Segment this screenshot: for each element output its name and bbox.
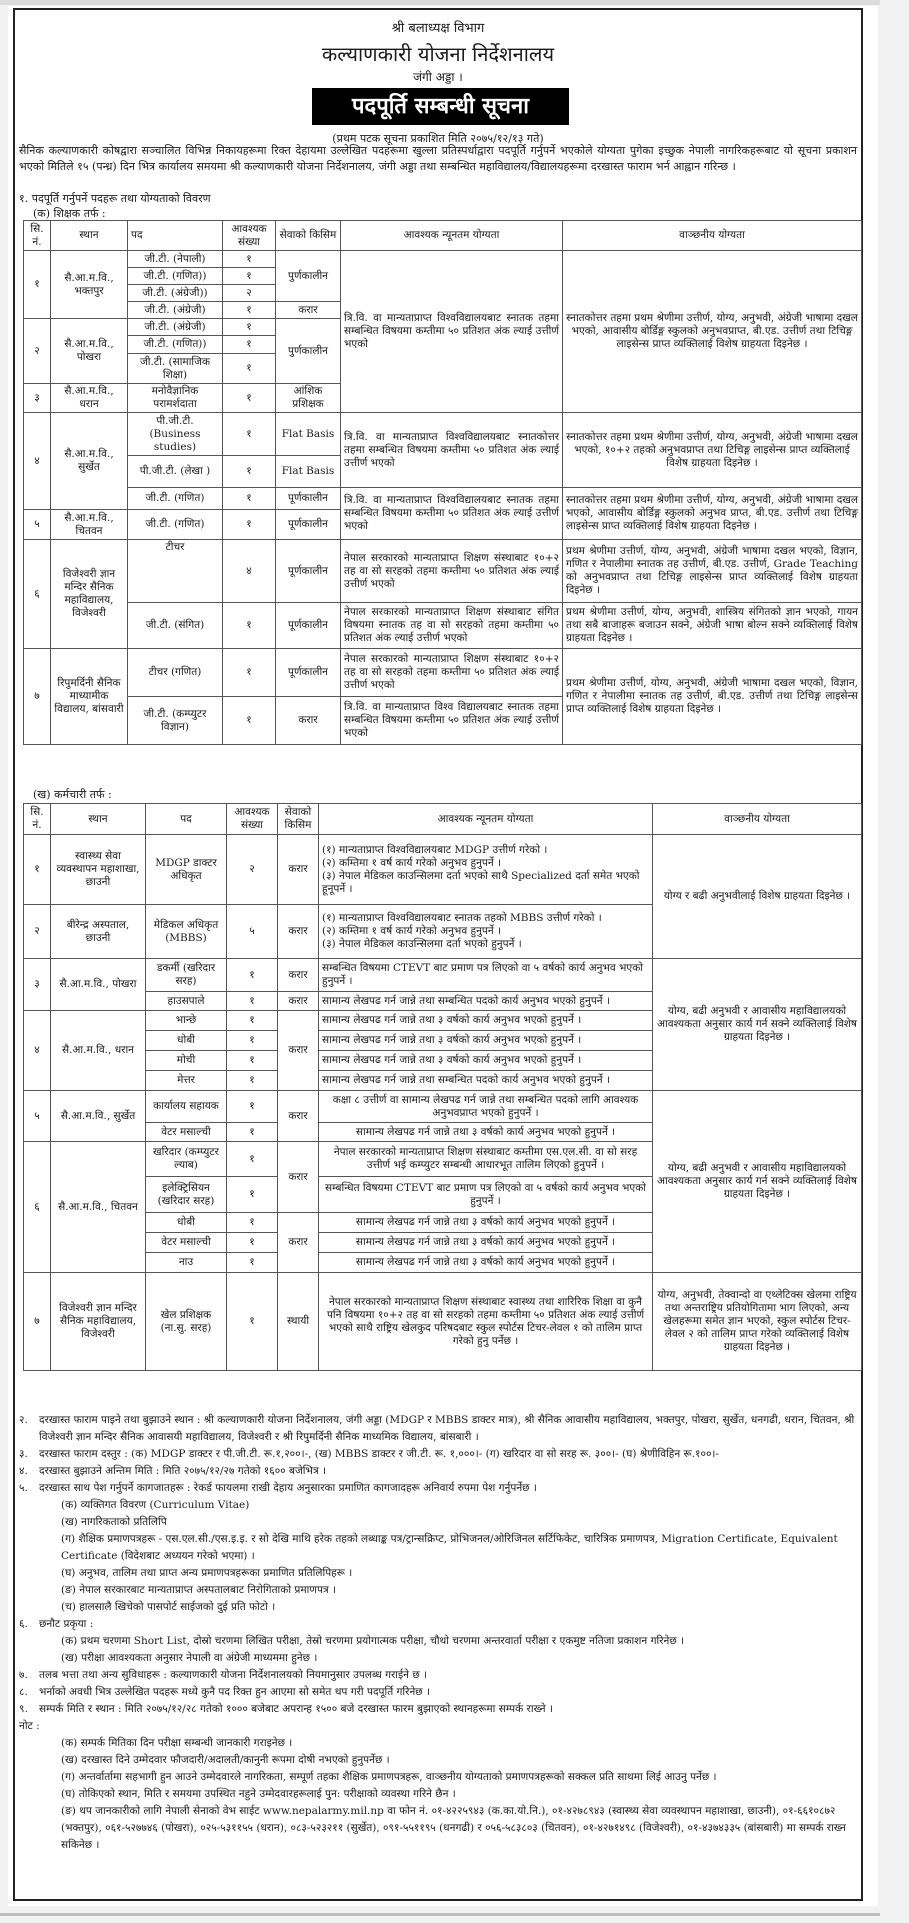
bottom-border — [0, 1913, 880, 1916]
note-item — [19, 1463, 859, 1480]
service-cell: Flat Basis — [276, 413, 341, 456]
count-cell: ५ — [227, 905, 278, 959]
count-cell: १ — [227, 1123, 278, 1142]
count-cell: १ — [223, 649, 276, 697]
table-row — [24, 413, 862, 456]
post-cell: भान्छे — [146, 1011, 227, 1031]
count-cell: १ — [227, 1051, 278, 1071]
col-header: पद — [128, 221, 223, 251]
staff-heading: (ख) कर्मचारी तर्फ : — [33, 788, 112, 801]
note-detail: (ख) दरखास्त दिने उम्मेदवार फौजदारी/अदालती/कानुनी रूपमा दोषी नभएको हुनुपर्नेछ । — [61, 1754, 390, 1766]
table-row — [24, 488, 862, 510]
serial-number: ४ — [24, 1011, 51, 1091]
place-cell: सै.आ.म.वि., धरान — [51, 384, 128, 413]
col-header: स्थान — [51, 804, 146, 835]
place-cell: सै.आ.म.वि., पोखरा — [51, 959, 146, 1011]
count-cell: १ — [227, 959, 278, 992]
min-qualification-cell: कक्षा ८ उत्तीर्ण वा सामान्य लेखपढ गर्न जान्ने तथा सम्बन्धित पदको लागि आवश्यक अनुभवप्राप्त भएको हुनुपर्ने । — [319, 1091, 653, 1123]
place-cell: सै.आ.म.वि., पोखरा — [51, 319, 128, 384]
post-cell: जी.टी. (नेपाली) — [128, 251, 223, 268]
service-cell: पूर्णकालीन — [276, 510, 341, 540]
staff-table — [23, 803, 862, 1371]
post-cell: मोची — [146, 1051, 227, 1071]
place-cell: सै.आ.म.वि., धरान — [51, 1011, 146, 1091]
note-number: ८. — [19, 1686, 28, 1698]
place-cell: सै.आ.म.वि., चितवन — [51, 510, 128, 540]
min-qualification-cell: त्रि.वि. वा मान्यताप्राप्त विश्व विद्यालयबाट स्नातक तहमा सम्बन्धित विषयमा कम्तीमा ५० प्रतिशत अंक ल्याई उत्तीर्ण भएको — [341, 697, 563, 745]
service-cell: पूर्णकालीन — [276, 540, 341, 603]
publication-date: (प्रथम पटक सूचना प्रकाशित मिति २०७५/१२/१३ गते) — [332, 132, 544, 145]
note-number: ६. — [19, 1618, 28, 1630]
count-cell: १ — [227, 1142, 278, 1177]
count-cell: १ — [223, 251, 276, 268]
col-header: आवश्यक संख्या — [227, 804, 278, 835]
post-cell: जी.टी. (अंग्रेजी) — [128, 319, 223, 336]
note-number: ४. — [19, 1465, 28, 1477]
note-detail: (घ) तोकिएको स्थान, मिति र समयमा उपस्थित नहुने उम्मेदवारहरूलाई पुन: परीक्षाको व्यवस्था गरिने छैन । — [61, 1788, 456, 1800]
post-cell: जी.टी. (सामाजिक शिक्षा) — [128, 354, 223, 384]
preferred-qualification-cell: स्नातकोत्तर तहमा प्रथम श्रेणीमा उत्तीर्ण, योग्य, अनुभवी, अंग्रेजी भाषामा दखल भएको, आवासीय बोर्डिङ्ग स्कुलको अनुभवप्राप्त, बी.एड. उत्तीर्ण तथा टिचिङ्ग लाइसेन्स प्राप्त व्यक्तिलाई विशेष ग्राहयता दिइनेछ । — [563, 251, 862, 413]
selection-title: छनौट प्रकृया : — [39, 1618, 94, 1630]
preferred-qualification-cell: प्रथम श्रेणीमा उत्तीर्ण, योग्य, अनुभवी, अंग्रेजी भाषामा दखल भएको, विज्ञान, गणित र नेपालीमा स्नातक तह उत्तीर्ण, बी.एड. उत्तीर्ण तथा टिचिङ्ग लाइसेन्स प्राप्त व्यक्तिलाई विशेष ग्राहयता दिइनेछ । — [563, 649, 862, 745]
preferred-qualification-cell: योग्य, बढी अनुभवी र आवासीय महाविद्यालयको आवश्यकता अनुसार कार्य गर्न सक्ने व्यक्तिलाई विशेष ग्राहयता दिइनेछ । — [653, 959, 862, 1091]
document-item: (घ) अनुभव, तालिम तथा प्राप्त अन्य प्रमाणपत्रहरूका प्रमाणित प्रतिलिपिहरू । — [61, 1567, 353, 1579]
post-cell: जी.टी. (अंग्रेजी) — [128, 302, 223, 319]
min-qualification-cell: नेपाल सरकारको मान्यताप्राप्त शिक्षण संस्थाबाट संगित विषयमा स्नातक तह वा सो सरहको तहमा कम्तीमा ५० प्रतिशत अंक ल्याई उत्तीर्ण भएको — [341, 603, 563, 649]
post-cell: MDGP डाक्टर अधिकृत — [146, 835, 227, 905]
document-item: (च) हालसालै खिचेको पासपोर्ट साईजको दुई प्रति फोटो । — [61, 1601, 276, 1613]
place-cell: सै.आ.म.वि., भक्तपुर — [51, 251, 128, 319]
note-text: तलब भत्ता तथा अन्य सुविधाहरू : कल्याणकारी योजना निर्देशनालयको नियमानुसार उपलब्ध गराईने छ । — [39, 1669, 427, 1681]
post-cell: टीचर (गणित) — [128, 649, 223, 697]
serial-number: १ — [24, 835, 51, 905]
service-cell: करार — [276, 697, 341, 745]
count-cell: १ — [223, 268, 276, 285]
qualification-line: (१) मान्यताप्राप्त विश्वविद्यालयबाट स्नातक तहको MBBS उत्तीर्ण गरेको । — [322, 912, 602, 924]
preferred-qualification-cell: योग्य, बढी अनुभवी र आवासीय महाविद्यालयको आवश्यकता अनुसार कार्य गर्न सक्ने व्यक्तिलाई विशेष ग्राहयता दिइनेछ । — [653, 1091, 862, 1273]
note-number: ९. — [19, 1703, 28, 1715]
min-qualification-cell: सामान्य लेखपढ गर्न जान्ने तथा सम्बन्धित पदको कार्य अनुभव भएको हुनुपर्ने । — [319, 1071, 653, 1091]
count-cell: १ — [227, 1071, 278, 1091]
post-cell: धोबी — [146, 1031, 227, 1051]
count-cell: १ — [227, 1177, 278, 1213]
col-header: पद — [146, 804, 227, 835]
service-cell: करार — [278, 905, 319, 959]
post-cell: हाउसपाले — [146, 992, 227, 1011]
post-cell: जी.टी. (कम्प्युटर विज्ञान) — [128, 697, 223, 745]
note-item — [19, 1701, 859, 1718]
post-cell: मनोवैज्ञानिक परामर्शदाता — [128, 384, 223, 413]
min-qualification-cell: सामान्य लेखपढ गर्न जान्ने तथा सम्बन्धित पदको कार्य अनुभव भएको हुनुपर्ने । — [319, 992, 653, 1011]
post-cell: जी.टी. (अंग्रेजी)) — [128, 285, 223, 302]
place-cell: सै.आ.म.वि., सुर्खेत — [51, 1091, 146, 1142]
place-cell: सै.आ.म.वि., चितवन — [51, 1142, 146, 1273]
post-cell: पी.जी.टी. (लेखा ) — [128, 456, 223, 488]
min-qualification-cell: सामान्य लेखपढ गर्न जान्ने तथा ३ वर्षको कार्य अनुभव भएको हुनुपर्ने । — [319, 1051, 653, 1071]
note-detail: (ग) अन्तर्वार्तामा सहभागी हुन आउने उम्मेदवारले नागरिकता, सम्पूर्ण तहका शैक्षिक प्रमाणपत्रहरू, वाञ्छनीय योग्यताको प्रमाणपत्रहरूको सक्कल प्रति साथमा लिई आउनु पर्नेछ । — [61, 1771, 717, 1783]
service-cell: करार — [278, 835, 319, 905]
teachers-heading: (क) शिक्षक तर्फ : — [33, 207, 106, 220]
min-qualification-cell: नेपाल सरकारको मान्यताप्राप्त शिक्षण संस्थाबाट १०+२ तह वा सो सरहको तहमा कम्तीमा ५० प्रतिशत अंक ल्याई उत्तीर्ण भएको — [341, 540, 563, 603]
min-qualification-cell: त्रि.वि. वा मान्यताप्राप्त विश्वविद्यालयबाट स्नातक तहमा सम्बन्धित विषयमा कम्तीमा ५० प्रतिशत अंक ल्याई उत्तीर्ण भएको — [341, 251, 563, 413]
count-cell: १ — [227, 1011, 278, 1031]
col-header: सेवाको किसिम — [278, 804, 319, 835]
min-qualification-cell: त्रि.वि. वा मान्यताप्राप्त विश्वविद्यालयबाट स्नातकोत्तर तहमा सम्बन्धित विषयमा कम्तीमा ५० प्रतिशत अंक ल्याई उत्तीर्ण भएको — [341, 413, 563, 488]
serial-number: ३ — [24, 959, 51, 1011]
service-cell: करार — [278, 1213, 319, 1273]
preferred-qualification-cell: स्नातकोत्तर तहमा प्रथम श्रेणीमा उत्तीर्ण, योग्य, अनुभवी, अंग्रेजी भाषामा दखल भएको, आवासीय बोर्डिङ्ग स्कुलको अनुभव प्राप्त, बी.एड. उत्तीर्ण तथा टिचिङ्ग लाइसेन्स प्राप्त व्यक्तिलाई विशेष ग्राहयता दिइनेछ । — [563, 488, 862, 540]
min-qualification-cell: सामान्य लेखपढ गर्न जान्ने तथा ३ वर्षको कार्य अनुभव भएको हुनुपर्ने । — [319, 1213, 653, 1233]
min-qualification-cell: सामान्य लेखपढ गर्न जान्ने तथा ३ वर्षको कार्य अनुभव भएको हुनुपर्ने । — [319, 1011, 653, 1031]
table-header-row — [24, 221, 862, 251]
note-number: २. — [19, 1414, 28, 1426]
count-cell: १ — [223, 302, 276, 319]
top-border — [0, 0, 880, 5]
serial-number: ७ — [24, 649, 51, 745]
service-cell: पूर्णकालीन — [276, 649, 341, 697]
count-cell: २ — [227, 835, 278, 905]
count-cell: १ — [223, 697, 276, 745]
post-cell: टीचर — [128, 540, 223, 603]
intro-paragraph: सैनिक कल्याणकारी कोषद्वारा सञ्चालित विभिन्न निकायहरूमा रिक्त देहायमा उल्लेखित पदहरूमा खुल्ला प्रतिस्पर्धाद्वारा पदपूर्ति गर्नुपर्ने भएकोले योग्यता पुगेका इच्छुक नेपाली नागरिकहरूबाट यो सूचना प्रकाशन भएको मितिले १५ (पन्ध्र) दिन भित्र कार्यालय समयमा श्री कल्याणकारी योजना निर्देशनालय, जंगी अड्डा तथा सम्बन्धित महाविद्यालय/विद्यालयहरूमा दरखास्त फाराम भर्न आह्वान गरिन्छ । — [19, 144, 857, 173]
service-cell: पूर्णकालीन — [276, 488, 341, 510]
note-item — [19, 1412, 859, 1446]
col-header: आवश्यक न्यूनतम योग्यता — [341, 221, 563, 251]
table-header-row — [24, 804, 862, 835]
place-cell: रिपुमर्दिनी सैनिक माध्यामीक विद्यालय, बांसवारी — [51, 649, 128, 745]
qualification-line: (३) नेपाल मेडिकल काउन्सिलमा दर्ता भएको हुनुपर्ने । — [322, 938, 522, 950]
count-cell: १ — [223, 510, 276, 540]
table-row — [24, 649, 862, 697]
place-cell: बीरेन्द्र अस्पताल, छाउनी — [51, 905, 146, 959]
place-cell: सै.आ.म.वि., सुर्खेत — [51, 413, 128, 510]
serial-number: ४ — [24, 413, 51, 510]
note-text: सम्पर्क मिति र स्थान : मिति २०७५/१२/२८ गतेको १००० बजेबाट अपरान्ह १५०० बजे दरखास्त फारम बुझाएको स्थानहरूमा सम्पर्क राख्ने । — [39, 1703, 553, 1715]
col-header: आवश्यक न्यूनतम योग्यता — [319, 804, 653, 835]
service-cell: पुर्णकालीन — [276, 319, 341, 384]
count-cell: १ — [227, 1253, 278, 1273]
qualification-line: (२) कम्तिमा १ वर्ष कार्य गरेको अनुभव हुनुपर्ने । — [322, 856, 502, 869]
post-cell: वेटर मसाल्ची — [146, 1233, 227, 1253]
min-qualification-cell: सम्बन्धित विषयमा CTEVT बाट प्रमाण पत्र लिएको वा ५ वर्षको कार्य अनुभव भएको हुनुपर्ने । — [319, 1177, 653, 1213]
note-item — [19, 1446, 859, 1463]
note-number: ७. — [19, 1669, 28, 1681]
post-cell: धोबी — [146, 1213, 227, 1233]
min-qualification-cell: त्रि.वि. वा मान्यताप्राप्त विश्वविद्यालयबाट स्नातक तहमा सम्बन्धित विषयमा कम्तीमा ५० प्रतिशत अंक ल्याई उत्तीर्ण भएको — [341, 488, 563, 540]
post-cell: इलेक्ट्रिसियन (खरिदार सरह) — [146, 1177, 227, 1213]
preferred-qualification-cell: स्नातकोत्तर तहमा प्रथम श्रेणीमा उत्तीर्ण, योग्य, अनुभवी, अंग्रेजी भाषामा दखल भएको, १०+२ तहको अनुभवप्राप्त तथा टिचिङ्ग लाइसेन्स प्राप्त व्यक्तिलाई विशेष ग्राहयता दिइनेछ । — [563, 413, 862, 488]
notice-title-banner: पदपूर्ति सम्बन्धी सूचना — [312, 88, 569, 125]
post-cell: कार्यालय सहायक — [146, 1091, 227, 1123]
serial-number: ६ — [24, 1142, 51, 1273]
serial-number: ६ — [24, 540, 51, 649]
post-cell: जी.टी. (गणित)) — [128, 268, 223, 285]
min-qualification-cell: नेपाल सरकारको मान्यताप्राप्त शिक्षण संस्थाबाट स्वास्थ्य तथा शारिरिक शिक्षा वा कुनै पनि विषयमा १०+२ तह वा सो सरहको तहमा कम्तीमा ५० प्रतिशत अंक ल्याई उत्तीर्ण भएको साथै राष्ट्रिय खेलकुद परिषदबाट स्कुल स्पोर्टस टिचर-लेवल १ को तालिम प्राप्त गरेको हुनु पर्नेछ । — [319, 1273, 653, 1371]
document-item: (ख) नागरिकताको प्रतिलिपि — [61, 1516, 167, 1528]
min-qualification-cell: सामान्य लेखपढ गर्न जान्ने तथा ३ वर्षको कार्य अनुभव भएको हुनुपर्ने । — [319, 1233, 653, 1253]
note-text: दरखास्त साथ पेश गर्नुपर्ने कागजातहरू : रेकर्ड फायलमा राखी देहाय अनुसारका प्रमाणित कागजादहरू अनिवार्य रुपमा पेश गर्नुपर्नेछ । — [39, 1482, 537, 1494]
teachers-table — [23, 220, 862, 745]
document-item: (क) व्यक्तिगत विवरण (Curriculum Vitae) — [61, 1499, 250, 1511]
count-cell: १ — [223, 384, 276, 413]
notice-frame — [13, 8, 863, 1901]
service-cell: करार — [278, 959, 319, 992]
note-item — [19, 1616, 859, 1633]
office-location: जंगी अड्डा । — [413, 70, 463, 84]
post-cell: पी.जी.टी. (Business studies) — [128, 413, 223, 456]
service-cell: करार — [278, 1142, 319, 1213]
service-cell: आंशिक प्रशिक्षक — [276, 384, 341, 413]
service-cell: पूर्णकालीन — [276, 603, 341, 649]
serial-number: ३ — [24, 384, 51, 413]
service-cell: पुर्णकालीन — [276, 251, 341, 302]
selection-item: (ख) परीक्षा आवश्यकता अनुसार नेपाली वा अंग्रेजी माध्यममा हुनेछ । — [61, 1652, 318, 1664]
note-title: नोट : — [19, 1720, 40, 1732]
serial-number: ५ — [24, 1091, 51, 1142]
note-number: ३. — [19, 1448, 28, 1460]
col-header: वाञ्छनीय योग्यता — [563, 221, 862, 251]
note-item — [19, 1667, 859, 1684]
preferred-qualification-cell: प्रथम श्रेणीमा उत्तीर्ण, योग्य, अनुभवी, अंग्रेजी भाषामा दखल भएको, विज्ञान, गणित र नेपालीमा स्नातक तह उत्तीर्ण, बी.एड. उत्तीर्ण, Grade Teaching को अनुभवप्राप्त तथा टिचिङ्ग लाइसेन्स प्राप्त व्यक्तिलाई विशेष ग्राहयता दिइनेछ । — [563, 540, 862, 603]
count-cell: १ — [223, 336, 276, 354]
count-cell: १ — [227, 1091, 278, 1123]
qualification-line: (१) मान्यताप्राप्त विश्वविद्यालयबाट MDGP उत्तीर्ण गरेको । — [322, 843, 548, 856]
note-number: ५. — [19, 1482, 28, 1494]
count-cell: १ — [223, 413, 276, 456]
col-header: स्थान — [51, 221, 128, 251]
count-cell: १ — [223, 354, 276, 384]
count-cell: १ — [227, 1233, 278, 1253]
col-header: सेवाको किसिम — [276, 221, 341, 251]
note-text: दरखास्त बुझाउने अन्तिम मिति : मिति २०७५/१२/२७ गतेको १६०० बजेभित्र । — [39, 1465, 326, 1477]
place-cell: विजेश्वरी ज्ञान मन्दिर सैनिक महाविद्यालय, विजेश्वरी — [51, 1273, 146, 1371]
note-text: दरखास्त फाराम दस्तुर : (क) MDGP डाक्टर र पी.जी.टी. रू.१,२००।-, (ख) MBBS डाक्टर र जी.टी. रू. १,०००।- (ग) खरिदार वा सो सरह रू. ३००।- (घ) श्रेणीविहिन रू.१००।- — [39, 1448, 719, 1460]
post-cell: जी.टी. (गणित)) — [128, 336, 223, 354]
post-cell: डकर्मी (खरिदार सरह) — [146, 959, 227, 992]
table-row — [24, 1273, 862, 1371]
min-qualification-cell: सामान्य लेखपढ गर्न जान्ने तथा ३ वर्षको कार्य अनुभव भएको हुनुपर्ने । — [319, 1123, 653, 1142]
table-row — [24, 603, 862, 649]
post-cell: खेल प्रशिक्षक (ना.सु. सरह) — [146, 1273, 227, 1371]
service-cell: करार — [278, 1091, 319, 1142]
min-qualification-cell: नेपाल सरकारको मान्यताप्राप्त शिक्षण संस्थाबाट १०+२ तह वा सो सरहको तहमा कम्तीमा ५० प्रतिशत अंक ल्याई उत्तीर्ण भएको — [341, 649, 563, 697]
count-cell: १ — [227, 1213, 278, 1233]
post-cell: जी.टी. (गणित) — [128, 488, 223, 510]
col-header: वाञ्छनीय योग्यता — [653, 804, 862, 835]
count-cell: ४ — [223, 540, 276, 603]
preferred-qualification-cell: योग्य, अनुभवी, तेक्वान्दो वा एथ्लेटिक्स खेलमा राष्ट्रिय तथा अन्तराष्ट्रिय प्रतियोगितामा भाग लिएको, अन्य खेलहरूमा समेत ज्ञान भएको, स्कुल स्पोर्टस टिचर-लेवल २ को तालिम प्राप्त गरेको व्यक्तिलाई विशेष ग्राहयता दिइनेछ । — [653, 1273, 862, 1371]
service-cell: करार — [278, 992, 319, 1011]
note-item — [19, 1480, 859, 1497]
serial-number: १ — [24, 251, 51, 319]
service-cell: स्थायी — [278, 1273, 319, 1371]
qualification-line: (२) कम्तिमा १ वर्ष कार्य गरेको अनुभव हुनुपर्ने । — [322, 925, 502, 937]
preferred-qualification-cell: प्रथम श्रेणीमा उत्तीर्ण, योग्य, अनुभवी, शास्त्रिय संगितको ज्ञान भएको, गायन तथा सबै बाजाहरू बजाउन सक्ने, अंग्रेजी भाषा बोल्न सक्ने व्यक्तिलाई विशेष ग्राहयता दिइनेछ । — [563, 603, 862, 649]
table-row — [24, 835, 862, 905]
preferred-qualification-cell: योग्य र बढी अनुभवीलाई विशेष ग्राहयता दिइनेछ । — [653, 835, 862, 959]
count-cell: १ — [223, 488, 276, 510]
count-cell: १ — [227, 1273, 278, 1371]
document-item: (ङ) नेपाल सरकारबाट मान्यताप्राप्त अस्पतालबाट निरोगिताको प्रमाणपत्र । — [61, 1584, 337, 1596]
serial-number: ५ — [24, 510, 51, 540]
post-cell: मेत्तर — [146, 1071, 227, 1091]
qualification-line: (३) नेपाल मेडिकल काउन्सिलमा दर्ता भएको साथै Specialized दर्ता समेत भएको हूनूपर्ने । — [322, 869, 640, 895]
post-cell: जी.टी. (संगित) — [128, 603, 223, 649]
section-1-heading: १. पदपूर्ति गर्नुपर्ने पदहरू तथा योग्यताको विवरण — [19, 192, 211, 205]
place-cell: स्वास्थ्य सेवा व्यवस्थापन महाशाखा, छाउनी — [51, 835, 146, 905]
count-cell: २ — [223, 285, 276, 302]
min-qualification-cell: सामान्य लेखपढ गर्न जान्ने तथा ३ वर्षको कार्य अनुभव भएको हुनुपर्ने । — [319, 1253, 653, 1273]
selection-item: (क) प्रथम चरणमा Short List, दोस्रो चरणमा लिखित परीक्षा, तेस्रो चरणमा प्रयोगात्मक परीक्षा, चौथो चरणमा अन्तरवार्ता परीक्षा र एकमुष्ट नतिजा प्रकाशन गरिनेछ । — [61, 1635, 685, 1647]
note-detail-contact: (ङ) थप जानकारीको लागि नेपाली सेनाको वेभ साईट www.nepalarmy.mil.np वा फोन नं. ०१-४२२५९४३ (क.का.यो.नि.), ०१-४२७८९४३ (स्वास्थ्य सेवा व्यवस्थापन महाशाखा, छाउनी), ०१-६६१०८७२ (भक्तपुर), ०६१-५२७७४६ (पोखरा), ०२५-५३११५५ (धरान), ०८३-५२३२११ (सुर्खेत), ०९१-५५११९५ (धनगढी) र ०५६-५८३८०३ (चितवन), ०१-४२७१४९८ (विजेश्वरी), ०१-४३७४३३५ (बांसबारी) मा सम्पर्क राख्न सकिनेछ । — [61, 1805, 846, 1851]
table-row — [24, 540, 862, 603]
department-name: श्री बलाध्यक्ष विभाग — [391, 21, 485, 36]
min-qualification-cell: सामान्य लेखपढ गर्न जान्ने तथा ३ वर्षको कार्य अनुभव भएको हुनुपर्ने । — [319, 1031, 653, 1051]
directorate-name: कल्याणकारी योजना निर्देशनालय — [321, 42, 555, 66]
min-qualification-cell: सम्बन्धित विषयमा CTEVT बाट प्रमाण पत्र लिएको वा ५ वर्षको कार्य अनुभव भएको हुनुपर्ने । — [319, 959, 653, 992]
place-cell: विजेश्वरी ज्ञान मन्दिर सैनिक महाविद्यालय, विजेश्वरी — [51, 540, 128, 649]
table-row — [24, 1091, 862, 1123]
post-cell: जी.टी. (गणित) — [128, 510, 223, 540]
post-cell: नाउ — [146, 1253, 227, 1273]
col-header: आवश्यक संख्या — [223, 221, 276, 251]
service-cell: Flat Basis — [276, 456, 341, 488]
table-row — [24, 959, 862, 992]
post-cell: वेटर मसाल्ची — [146, 1123, 227, 1142]
note-item — [19, 1684, 859, 1701]
post-cell: खरिदार (कम्प्युटर ल्याब) — [146, 1142, 227, 1177]
count-cell: १ — [227, 992, 278, 1011]
note-text: दरखास्त फाराम पाइने तथा बुझाउने स्थान : श्री कल्याणकारी योजना निर्देशनालय, जंगी अड्डा (MDGP र MBBS डाक्टर मात्र), श्री सैनिक आवासीय महाविद्यालय, भक्तपुर, पोखरा, सुर्खेत, धनगढी, धरान, चितवन, श्री विजेश्वरी ज्ञान मन्दिर सैनिक आवासयी महाविद्यालय, विजेश्वरी र श्री रिपुमर्दिनी सैनिक माध्यमिक विद्यालय, बांसबारी । — [39, 1414, 855, 1443]
col-header: सि. नं. — [24, 221, 51, 251]
count-cell: १ — [223, 603, 276, 649]
count-cell: १ — [223, 456, 276, 488]
serial-number: २ — [24, 319, 51, 384]
min-qualification-cell — [319, 835, 653, 905]
table-row — [24, 251, 862, 268]
min-qualification-cell: नेपाल सरकारको मान्यताप्राप्त शिक्षण संस्थाबाट कम्तीमा एस.एल.सी. वा सो सरह उत्तीर्ण भई कम्प्युटर सम्बन्धी आधारभूत तालिम लिएको हुनुपर्ने । — [319, 1142, 653, 1177]
note-detail: (क) सम्पर्क मितिका दिन परीक्षा सम्बन्धी जानकारी गराइनेछ । — [61, 1737, 293, 1749]
serial-number: २ — [24, 905, 51, 959]
serial-number: ७ — [24, 1273, 51, 1371]
note-text: भर्नाको अवधी भित्र उल्लेखित पदहरू मध्ये कुनै पद रिक्त हुन आएमा सो समेत थप गरी पदपूर्ति गरिनेछ । — [39, 1686, 430, 1698]
document-item: (ग) शैक्षिक प्रमाणपत्रहरू - एस.एल.सी./एस.इ.इ. र सो देखि माथि हरेक तहको लब्धाङ्क पत्र/ट्रान्सक्रिप्ट, प्रोभिजनल/ओरिजिनल सर्टिफिकेट, चारित्रिक प्रमाणपत्र, Migration Certificate, Equivalent Certificate (विदेशबाट अध्ययन गरेको भएमा) । — [61, 1533, 838, 1562]
count-cell: १ — [223, 319, 276, 336]
service-cell: करार — [276, 302, 341, 319]
service-cell: करार — [278, 1011, 319, 1091]
post-cell: मेडिकल अधिकृत (MBBS) — [146, 905, 227, 959]
col-header: सि. नं. — [24, 804, 51, 835]
notes-section — [19, 1412, 859, 1854]
count-cell: १ — [227, 1031, 278, 1051]
min-qualification-cell — [319, 905, 653, 959]
